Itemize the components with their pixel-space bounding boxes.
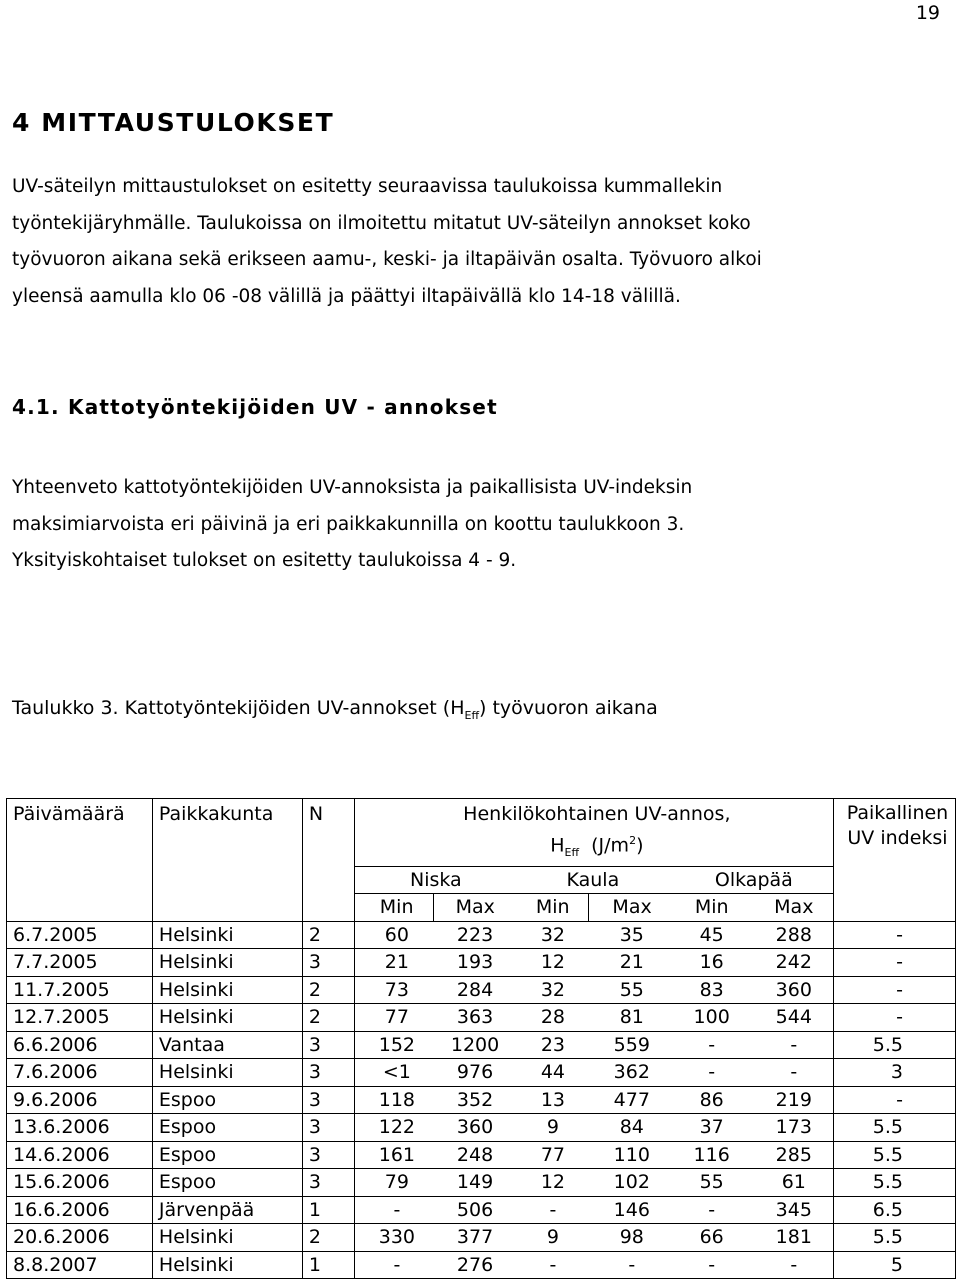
cell-niska-max: 506 [433, 1196, 511, 1224]
cell-n: 3 [302, 1059, 354, 1087]
cell-niska-min: 118 [354, 1086, 433, 1114]
header-spacer [833, 866, 955, 894]
section-heading: 4 MITTAUSTULOKSET [12, 108, 335, 137]
cell-olkapaa-min: 16 [669, 949, 749, 977]
cell-olkapaa-max: 285 [749, 1141, 834, 1169]
cell-olkapaa-max: - [749, 1031, 834, 1059]
header-min: Min [669, 894, 749, 922]
table-row [7, 921, 956, 949]
table-row [7, 1224, 956, 1252]
cell-niska-min: 60 [354, 921, 433, 949]
cell-niska-min: 79 [354, 1169, 433, 1197]
cell-kaula-min: 44 [511, 1059, 589, 1087]
header-uv-line2: UV indeksi [847, 827, 948, 849]
cell-date: 15.6.2006 [7, 1169, 153, 1197]
cell-n: 1 [302, 1196, 354, 1224]
cell-uv-index: - [833, 976, 955, 1004]
cell-olkapaa-max: - [749, 1059, 834, 1087]
cell-kaula-max: 35 [589, 921, 669, 949]
header-max: Max [749, 894, 834, 922]
cell-uv-index: - [833, 1004, 955, 1032]
cell-date: 7.7.2005 [7, 949, 153, 977]
cell-n: 2 [302, 1004, 354, 1032]
header-spacer [152, 894, 302, 922]
cell-niska-max: 149 [433, 1169, 511, 1197]
cell-kaula-min: 13 [511, 1086, 589, 1114]
cell-kaula-min: 9 [511, 1114, 589, 1142]
cell-uv-index: 5.5 [833, 1224, 955, 1252]
cell-kaula-max: 98 [589, 1224, 669, 1252]
cell-place: Vantaa [152, 1031, 302, 1059]
cell-olkapaa-min: 86 [669, 1086, 749, 1114]
table-body [7, 921, 956, 1279]
cell-olkapaa-max: 288 [749, 921, 834, 949]
table-row [7, 1004, 956, 1032]
header-olkapaa: Olkapää [669, 866, 834, 894]
cell-olkapaa-max: 242 [749, 949, 834, 977]
cell-olkapaa-max: 173 [749, 1114, 834, 1142]
header-date: Päivämäärä [7, 799, 153, 867]
table-row [7, 1141, 956, 1169]
cell-olkapaa-min: - [669, 1031, 749, 1059]
cell-niska-min: 21 [354, 949, 433, 977]
cell-kaula-min: 32 [511, 921, 589, 949]
cell-place: Espoo [152, 1169, 302, 1197]
cell-olkapaa-min: 100 [669, 1004, 749, 1032]
cell-n: 3 [302, 1031, 354, 1059]
summary-line: Yksityiskohtaiset tulokset on esitetty taulukoissa 4 - 9. [12, 550, 517, 571]
cell-olkapaa-max: 345 [749, 1196, 834, 1224]
cell-kaula-min: 32 [511, 976, 589, 1004]
cell-place: Helsinki [152, 949, 302, 977]
table-row [7, 949, 956, 977]
intro-line: UV-säteilyn mittaustulokset on esitetty seuraavissa taulukoissa kummallekin [12, 176, 723, 197]
header-place: Paikkakunta [152, 799, 302, 867]
cell-niska-max: 276 [433, 1251, 511, 1279]
cell-n: 3 [302, 1169, 354, 1197]
cell-date: 11.7.2005 [7, 976, 153, 1004]
cell-kaula-min: 12 [511, 1169, 589, 1197]
cell-date: 20.6.2006 [7, 1224, 153, 1252]
cell-date: 14.6.2006 [7, 1141, 153, 1169]
cell-kaula-max: 477 [589, 1086, 669, 1114]
cell-olkapaa-max: 544 [749, 1004, 834, 1032]
header-max: Max [589, 894, 669, 922]
cell-n: 2 [302, 976, 354, 1004]
cell-uv-index: 5.5 [833, 1031, 955, 1059]
header-spacer [302, 866, 354, 894]
cell-olkapaa-max: 360 [749, 976, 834, 1004]
cell-uv-index: 6.5 [833, 1196, 955, 1224]
table-row [7, 1251, 956, 1279]
cell-olkapaa-max: 219 [749, 1086, 834, 1114]
dose-unit-suffix: ) [636, 833, 644, 856]
cell-place: Espoo [152, 1086, 302, 1114]
header-dose-unit [354, 828, 833, 867]
header-uv-line1: Paikallinen [846, 802, 949, 824]
cell-uv-index: 5 [833, 1251, 955, 1279]
cell-niska-min: 152 [354, 1031, 433, 1059]
table-row [7, 1086, 956, 1114]
subsection-heading: 4.1. Kattotyöntekijöiden UV - annokset [12, 395, 498, 419]
cell-niska-min: 73 [354, 976, 433, 1004]
cell-kaula-max: 362 [589, 1059, 669, 1087]
cell-olkapaa-min: - [669, 1059, 749, 1087]
cell-date: 12.7.2005 [7, 1004, 153, 1032]
cell-place: Helsinki [152, 1224, 302, 1252]
cell-olkapaa-min: - [669, 1196, 749, 1224]
header-spacer [7, 866, 153, 894]
cell-n: 2 [302, 1224, 354, 1252]
dose-symbol: H [550, 833, 565, 856]
cell-date: 9.6.2006 [7, 1086, 153, 1114]
caption-prefix: Taulukko 3. Kattotyöntekijöiden UV-annokset (H [12, 697, 465, 719]
header-spacer [302, 894, 354, 922]
caption-subscript: Eff [464, 708, 480, 722]
header-niska: Niska [354, 866, 511, 894]
cell-place: Helsinki [152, 1004, 302, 1032]
header-n: N [302, 799, 354, 867]
cell-date: 16.6.2006 [7, 1196, 153, 1224]
cell-kaula-min: 23 [511, 1031, 589, 1059]
header-spacer [7, 894, 153, 922]
cell-uv-index: 5.5 [833, 1114, 955, 1142]
cell-olkapaa-min: - [669, 1251, 749, 1279]
cell-uv-index: 3 [833, 1059, 955, 1087]
cell-niska-max: 284 [433, 976, 511, 1004]
cell-uv-index: - [833, 1086, 955, 1114]
cell-kaula-min: 9 [511, 1224, 589, 1252]
cell-niska-min: 122 [354, 1114, 433, 1142]
cell-niska-min: 330 [354, 1224, 433, 1252]
cell-n: 3 [302, 1114, 354, 1142]
cell-place: Espoo [152, 1141, 302, 1169]
summary-line: maksimiarvoista eri päivinä ja eri paikkakunnilla on koottu taulukkoon 3. [12, 513, 685, 535]
cell-olkapaa-min: 45 [669, 921, 749, 949]
table-row [7, 1196, 956, 1224]
cell-uv-index: 5.5 [833, 1141, 955, 1169]
table-row [7, 1114, 956, 1142]
intro-line: työntekijäryhmälle. Taulukoissa on ilmoitettu mitatut UV-säteilyn annokset koko [12, 212, 751, 234]
cell-kaula-min: 12 [511, 949, 589, 977]
cell-olkapaa-min: 55 [669, 1169, 749, 1197]
cell-kaula-min: - [511, 1251, 589, 1279]
cell-kaula-max: 102 [589, 1169, 669, 1197]
cell-niska-min: 77 [354, 1004, 433, 1032]
cell-niska-max: 377 [433, 1224, 511, 1252]
cell-olkapaa-max: 181 [749, 1224, 834, 1252]
header-dose-title: Henkilökohtainen UV-annos, [354, 799, 833, 828]
header-min: Min [511, 894, 589, 922]
table-row [7, 976, 956, 1004]
cell-kaula-max: 81 [589, 1004, 669, 1032]
cell-date: 6.7.2005 [7, 921, 153, 949]
cell-kaula-min: 28 [511, 1004, 589, 1032]
cell-olkapaa-min: 83 [669, 976, 749, 1004]
intro-line: työvuoron aikana sekä erikseen aamu-, keski- ja iltapäivän osalta. Työvuoro alkoi [12, 249, 762, 270]
cell-niska-max: 223 [433, 921, 511, 949]
table-row [7, 1031, 956, 1059]
cell-date: 13.6.2006 [7, 1114, 153, 1142]
cell-kaula-max: 21 [589, 949, 669, 977]
cell-niska-min: <1 [354, 1059, 433, 1087]
header-spacer [833, 894, 955, 922]
cell-niska-max: 360 [433, 1114, 511, 1142]
cell-niska-min: - [354, 1196, 433, 1224]
cell-olkapaa-min: 37 [669, 1114, 749, 1142]
cell-niska-min: - [354, 1251, 433, 1279]
cell-date: 7.6.2006 [7, 1059, 153, 1087]
cell-n: 2 [302, 921, 354, 949]
summary-line: Yhteenveto kattotyöntekijöiden UV-annoksista ja paikallisista UV-indeksin [12, 477, 693, 498]
intro-paragraph [12, 169, 762, 315]
cell-niska-max: 976 [433, 1059, 511, 1087]
cell-n: 3 [302, 1141, 354, 1169]
cell-kaula-max: 55 [589, 976, 669, 1004]
cell-n: 3 [302, 949, 354, 977]
dose-unit-sup: 2 [629, 833, 637, 847]
cell-uv-index: 5.5 [833, 1169, 955, 1197]
cell-uv-index: - [833, 949, 955, 977]
table-row [7, 1169, 956, 1197]
cell-niska-max: 363 [433, 1004, 511, 1032]
cell-kaula-max: 559 [589, 1031, 669, 1059]
cell-niska-max: 1200 [433, 1031, 511, 1059]
cell-place: Helsinki [152, 921, 302, 949]
cell-uv-index: - [833, 921, 955, 949]
cell-place: Helsinki [152, 976, 302, 1004]
cell-olkapaa-min: 66 [669, 1224, 749, 1252]
header-max: Max [433, 894, 511, 922]
cell-date: 8.8.2007 [7, 1251, 153, 1279]
cell-kaula-max: 110 [589, 1141, 669, 1169]
cell-place: Helsinki [152, 1251, 302, 1279]
cell-niska-min: 161 [354, 1141, 433, 1169]
cell-date: 6.6.2006 [7, 1031, 153, 1059]
cell-olkapaa-min: 116 [669, 1141, 749, 1169]
dose-unit-prefix: (J/m [591, 833, 630, 856]
cell-n: 1 [302, 1251, 354, 1279]
uv-dose-table [6, 798, 956, 1279]
cell-place: Espoo [152, 1114, 302, 1142]
header-uv-index [833, 799, 955, 867]
page-number: 19 [915, 2, 940, 24]
table-row [7, 1059, 956, 1087]
cell-kaula-max: 84 [589, 1114, 669, 1142]
summary-paragraph [12, 470, 692, 580]
cell-place: Järvenpää [152, 1196, 302, 1224]
header-kaula: Kaula [511, 866, 669, 894]
cell-n: 3 [302, 1086, 354, 1114]
cell-olkapaa-max: - [749, 1251, 834, 1279]
cell-kaula-min: 77 [511, 1141, 589, 1169]
cell-niska-max: 248 [433, 1141, 511, 1169]
table-caption [12, 697, 658, 722]
cell-niska-max: 193 [433, 949, 511, 977]
cell-kaula-max: 146 [589, 1196, 669, 1224]
header-spacer [152, 866, 302, 894]
cell-niska-max: 352 [433, 1086, 511, 1114]
dose-symbol-sub: Eff [564, 845, 580, 859]
cell-kaula-max: - [589, 1251, 669, 1279]
cell-olkapaa-max: 61 [749, 1169, 834, 1197]
intro-line: yleensä aamulla klo 06 -08 välillä ja päättyi iltapäivällä klo 14-18 välillä. [12, 285, 681, 307]
cell-kaula-min: - [511, 1196, 589, 1224]
header-min: Min [354, 894, 433, 922]
cell-place: Helsinki [152, 1059, 302, 1087]
caption-suffix: ) työvuoron aikana [479, 697, 658, 719]
